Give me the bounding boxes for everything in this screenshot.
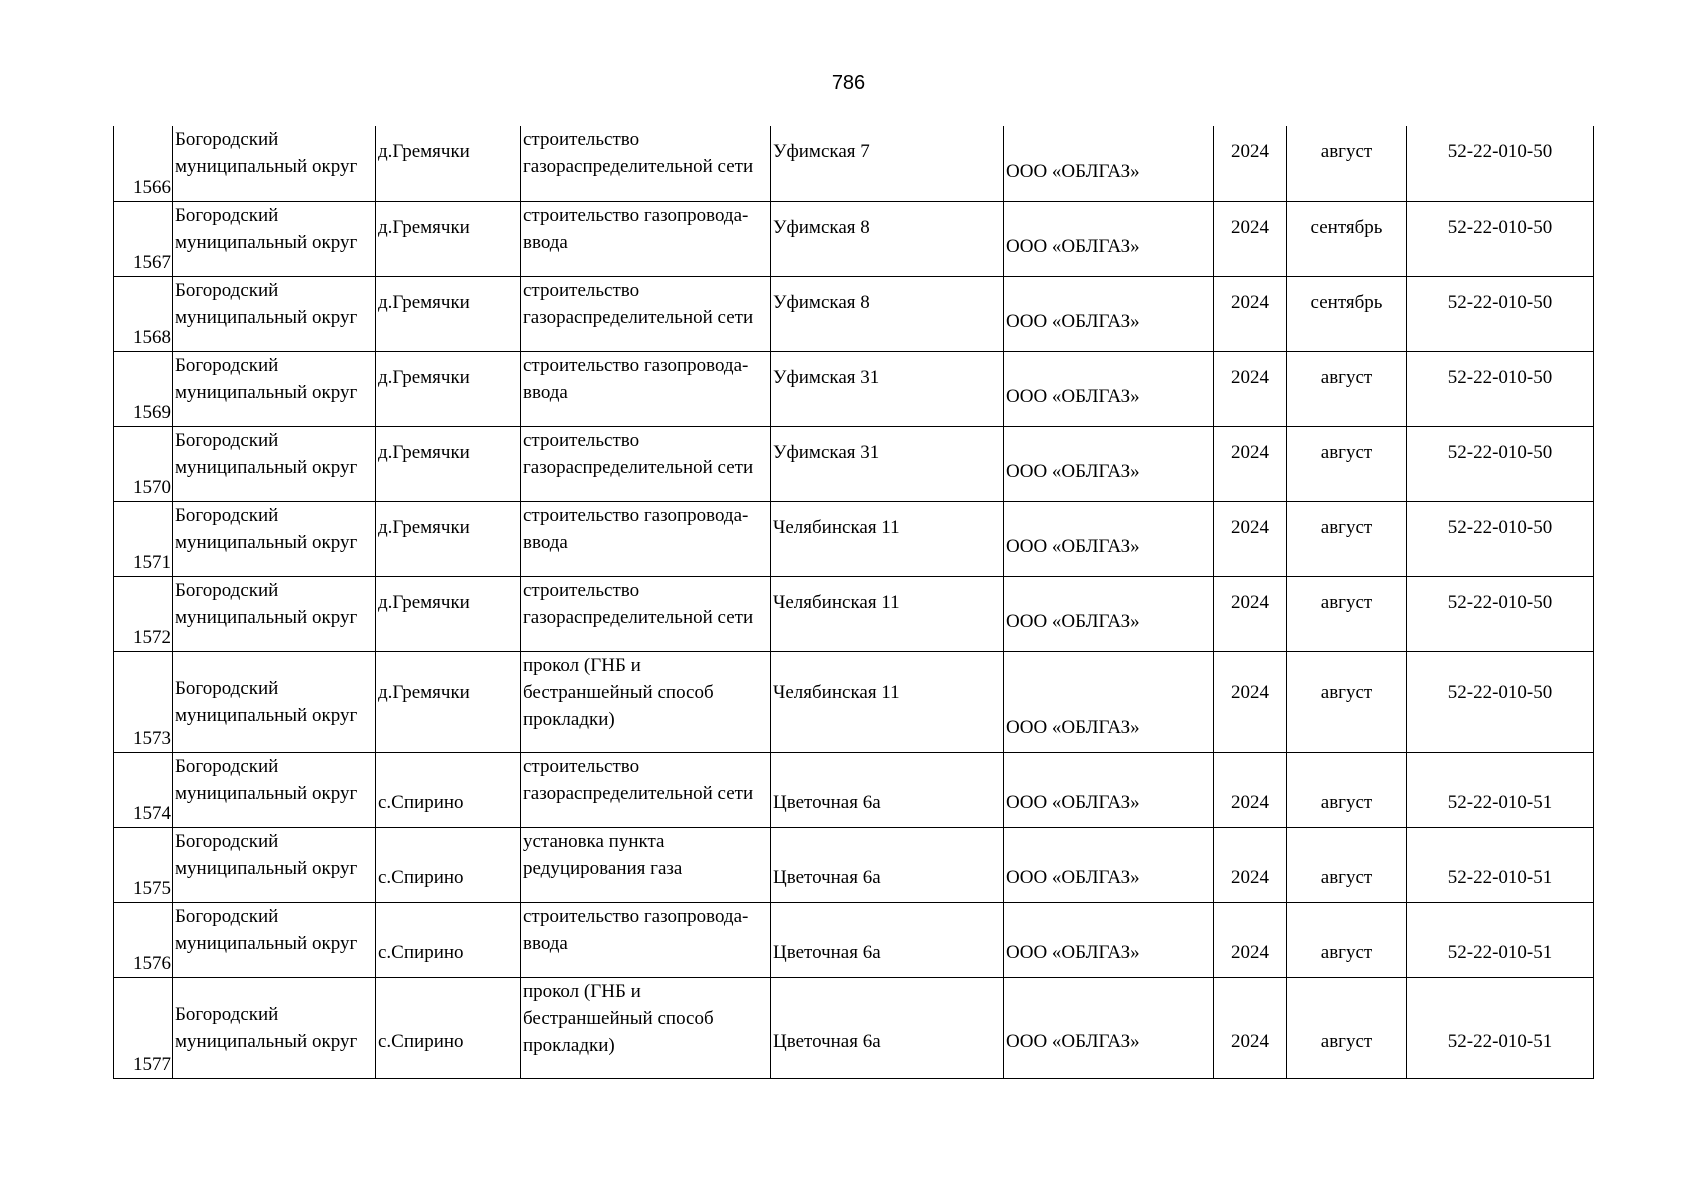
month-cell: август bbox=[1287, 126, 1407, 201]
row-number: 1575 bbox=[114, 827, 173, 902]
month-cell: август bbox=[1287, 902, 1407, 977]
district-cell: Богородский муниципальный округ bbox=[173, 902, 376, 977]
settlement-cell: д.Гремячки bbox=[376, 126, 521, 201]
year-cell: 2024 bbox=[1214, 752, 1287, 827]
code-cell: 52-22-010-50 bbox=[1407, 201, 1594, 276]
district-cell: Богородский муниципальный округ bbox=[173, 827, 376, 902]
organization-cell: ООО «ОБЛГАЗ» bbox=[1004, 902, 1214, 977]
settlement-cell: с.Спирино bbox=[376, 827, 521, 902]
address-cell: Уфимская 8 bbox=[771, 276, 1004, 351]
table-row bbox=[114, 126, 1594, 201]
settlement-cell: д.Гремячки bbox=[376, 351, 521, 426]
table-row bbox=[114, 977, 1594, 1078]
year-cell: 2024 bbox=[1214, 276, 1287, 351]
month-cell: август bbox=[1287, 351, 1407, 426]
work-type-cell: строительство газораспределительной сети bbox=[521, 426, 771, 501]
district-cell: Богородский муниципальный округ bbox=[173, 426, 376, 501]
code-cell: 52-22-010-50 bbox=[1407, 426, 1594, 501]
work-type-cell: прокол (ГНБ и бестраншейный способ прокладки) bbox=[521, 651, 771, 752]
works-table bbox=[113, 126, 1594, 1079]
row-number: 1574 bbox=[114, 752, 173, 827]
settlement-cell: с.Спирино bbox=[376, 902, 521, 977]
settlement-cell: д.Гремячки bbox=[376, 501, 521, 576]
month-cell: сентябрь bbox=[1287, 276, 1407, 351]
settlement-cell: с.Спирино bbox=[376, 977, 521, 1078]
year-cell: 2024 bbox=[1214, 201, 1287, 276]
year-cell: 2024 bbox=[1214, 126, 1287, 201]
district-cell: Богородский муниципальный округ bbox=[173, 977, 376, 1078]
page-number: 786 bbox=[831, 72, 866, 94]
month-cell: сентябрь bbox=[1287, 201, 1407, 276]
code-cell: 52-22-010-50 bbox=[1407, 651, 1594, 752]
table-row bbox=[114, 201, 1594, 276]
work-type-cell: строительство газораспределительной сети bbox=[521, 752, 771, 827]
row-number: 1577 bbox=[114, 977, 173, 1078]
address-cell: Уфимская 31 bbox=[771, 351, 1004, 426]
work-type-cell: установка пункта редуцирования газа bbox=[521, 827, 771, 902]
month-cell: август bbox=[1287, 651, 1407, 752]
month-cell: август bbox=[1287, 501, 1407, 576]
row-number: 1573 bbox=[114, 651, 173, 752]
address-cell: Челябинская 11 bbox=[771, 501, 1004, 576]
month-cell: август bbox=[1287, 426, 1407, 501]
work-type-cell: прокол (ГНБ и бестраншейный способ прокладки) bbox=[521, 977, 771, 1078]
address-cell: Челябинская 11 bbox=[771, 576, 1004, 651]
code-cell: 52-22-010-51 bbox=[1407, 902, 1594, 977]
code-cell: 52-22-010-51 bbox=[1407, 827, 1594, 902]
work-type-cell: строительство газопровода-ввода bbox=[521, 902, 771, 977]
year-cell: 2024 bbox=[1214, 651, 1287, 752]
work-type-cell: строительство газораспределительной сети bbox=[521, 126, 771, 201]
settlement-cell: д.Гремячки bbox=[376, 201, 521, 276]
settlement-cell: д.Гремячки bbox=[376, 651, 521, 752]
year-cell: 2024 bbox=[1214, 977, 1287, 1078]
organization-cell: ООО «ОБЛГАЗ» bbox=[1004, 827, 1214, 902]
district-cell: Богородский муниципальный округ bbox=[173, 651, 376, 752]
organization-cell: ООО «ОБЛГАЗ» bbox=[1004, 201, 1214, 276]
address-cell: Цветочная 6а bbox=[771, 827, 1004, 902]
code-cell: 52-22-010-50 bbox=[1407, 576, 1594, 651]
table-row bbox=[114, 576, 1594, 651]
year-cell: 2024 bbox=[1214, 426, 1287, 501]
month-cell: август bbox=[1287, 576, 1407, 651]
address-cell: Цветочная 6а bbox=[771, 752, 1004, 827]
district-cell: Богородский муниципальный округ bbox=[173, 126, 376, 201]
settlement-cell: д.Гремячки bbox=[376, 426, 521, 501]
organization-cell: ООО «ОБЛГАЗ» bbox=[1004, 351, 1214, 426]
year-cell: 2024 bbox=[1214, 576, 1287, 651]
settlement-cell: с.Спирино bbox=[376, 752, 521, 827]
year-cell: 2024 bbox=[1214, 902, 1287, 977]
settlement-cell: д.Гремячки bbox=[376, 576, 521, 651]
table-row bbox=[114, 426, 1594, 501]
district-cell: Богородский муниципальный округ bbox=[173, 501, 376, 576]
table-row bbox=[114, 501, 1594, 576]
organization-cell: ООО «ОБЛГАЗ» bbox=[1004, 576, 1214, 651]
address-cell: Уфимская 7 bbox=[771, 126, 1004, 201]
row-number: 1568 bbox=[114, 276, 173, 351]
month-cell: август bbox=[1287, 752, 1407, 827]
work-type-cell: строительство газораспределительной сети bbox=[521, 576, 771, 651]
district-cell: Богородский муниципальный округ bbox=[173, 276, 376, 351]
address-cell: Уфимская 31 bbox=[771, 426, 1004, 501]
table-row bbox=[114, 752, 1594, 827]
year-cell: 2024 bbox=[1214, 351, 1287, 426]
work-type-cell: строительство газопровода-ввода bbox=[521, 501, 771, 576]
work-type-cell: строительство газопровода-ввода bbox=[521, 351, 771, 426]
organization-cell: ООО «ОБЛГАЗ» bbox=[1004, 276, 1214, 351]
code-cell: 52-22-010-51 bbox=[1407, 977, 1594, 1078]
year-cell: 2024 bbox=[1214, 501, 1287, 576]
code-cell: 52-22-010-50 bbox=[1407, 501, 1594, 576]
organization-cell: ООО «ОБЛГАЗ» bbox=[1004, 752, 1214, 827]
district-cell: Богородский муниципальный округ bbox=[173, 351, 376, 426]
table-row bbox=[114, 276, 1594, 351]
row-number: 1572 bbox=[114, 576, 173, 651]
table-row bbox=[114, 651, 1594, 752]
row-number: 1569 bbox=[114, 351, 173, 426]
row-number: 1566 bbox=[114, 126, 173, 201]
month-cell: август bbox=[1287, 827, 1407, 902]
address-cell: Цветочная 6а bbox=[771, 977, 1004, 1078]
code-cell: 52-22-010-50 bbox=[1407, 351, 1594, 426]
work-type-cell: строительство газопровода-ввода bbox=[521, 201, 771, 276]
row-number: 1570 bbox=[114, 426, 173, 501]
organization-cell: ООО «ОБЛГАЗ» bbox=[1004, 501, 1214, 576]
month-cell: август bbox=[1287, 977, 1407, 1078]
organization-cell: ООО «ОБЛГАЗ» bbox=[1004, 977, 1214, 1078]
organization-cell: ООО «ОБЛГАЗ» bbox=[1004, 651, 1214, 752]
district-cell: Богородский муниципальный округ bbox=[173, 201, 376, 276]
district-cell: Богородский муниципальный округ bbox=[173, 576, 376, 651]
table-row bbox=[114, 351, 1594, 426]
code-cell: 52-22-010-51 bbox=[1407, 752, 1594, 827]
settlement-cell: д.Гремячки bbox=[376, 276, 521, 351]
work-type-cell: строительство газораспределительной сети bbox=[521, 276, 771, 351]
code-cell: 52-22-010-50 bbox=[1407, 276, 1594, 351]
address-cell: Челябинская 11 bbox=[771, 651, 1004, 752]
row-number: 1576 bbox=[114, 902, 173, 977]
district-cell: Богородский муниципальный округ bbox=[173, 752, 376, 827]
code-cell: 52-22-010-50 bbox=[1407, 126, 1594, 201]
organization-cell: ООО «ОБЛГАЗ» bbox=[1004, 126, 1214, 201]
table-row bbox=[114, 902, 1594, 977]
address-cell: Цветочная 6а bbox=[771, 902, 1004, 977]
row-number: 1571 bbox=[114, 501, 173, 576]
year-cell: 2024 bbox=[1214, 827, 1287, 902]
row-number: 1567 bbox=[114, 201, 173, 276]
organization-cell: ООО «ОБЛГАЗ» bbox=[1004, 426, 1214, 501]
table-row bbox=[114, 827, 1594, 902]
address-cell: Уфимская 8 bbox=[771, 201, 1004, 276]
